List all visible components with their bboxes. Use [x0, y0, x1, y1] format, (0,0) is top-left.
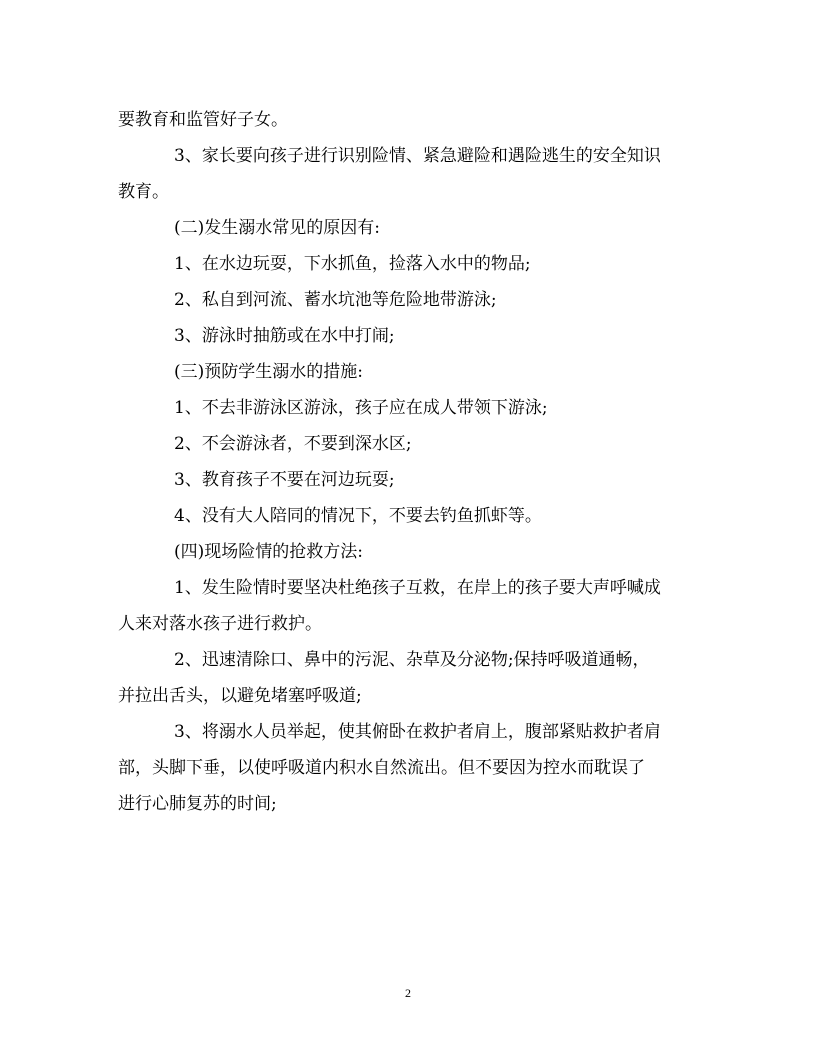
body-text [118, 102, 700, 822]
list-item: 3、教育孩子不要在河边玩耍; [174, 470, 395, 490]
list-item: 4、没有大人陪同的情况下，不要去钓鱼抓虾等。 [174, 506, 542, 526]
section-heading: (二)发生溺水常见的原因有: [174, 218, 380, 238]
list-item: 1、在水边玩耍，下水抓鱼，捡落入水中的物品; [174, 254, 531, 274]
text-line: 教育。 [118, 182, 169, 202]
text-line: 部，头脚下垂，以使呼吸道内积水自然流出。但不要因为控水而耽误了 [118, 758, 645, 778]
list-item: 2、私自到河流、蓄水坑池等危险地带游泳; [174, 290, 497, 310]
text-line: 人来对落水孩子进行救护。 [118, 614, 322, 634]
text-line: 要教育和监管好子女。 [118, 110, 288, 130]
list-item: 1、不去非游泳区游泳，孩子应在成人带领下游泳; [174, 398, 548, 418]
list-item: 3、将溺水人员举起，使其俯卧在救护者肩上，腹部紧贴救护者肩 [174, 722, 661, 742]
text-line: 进行心肺复苏的时间; [118, 794, 277, 814]
page-number: 2 [405, 986, 411, 1000]
list-item: 1、发生险情时要坚决杜绝孩子互救，在岸上的孩子要大声呼喊成 [174, 578, 661, 598]
text-line: 3、家长要向孩子进行识别险情、紧急避险和遇险逃生的安全知识 [174, 146, 661, 166]
section-heading: (三)预防学生溺水的措施: [174, 362, 363, 382]
list-item: 3、游泳时抽筋或在水中打闹; [174, 326, 395, 346]
list-item: 2、不会游泳者，不要到深水区; [174, 434, 412, 454]
text-line: 并拉出舌头，以避免堵塞呼吸道; [118, 686, 362, 706]
section-heading: (四)现场险情的抢救方法: [174, 542, 363, 562]
list-item: 2、迅速清除口、鼻中的污泥、杂草及分泌物;保持呼吸道通畅， [174, 650, 650, 670]
